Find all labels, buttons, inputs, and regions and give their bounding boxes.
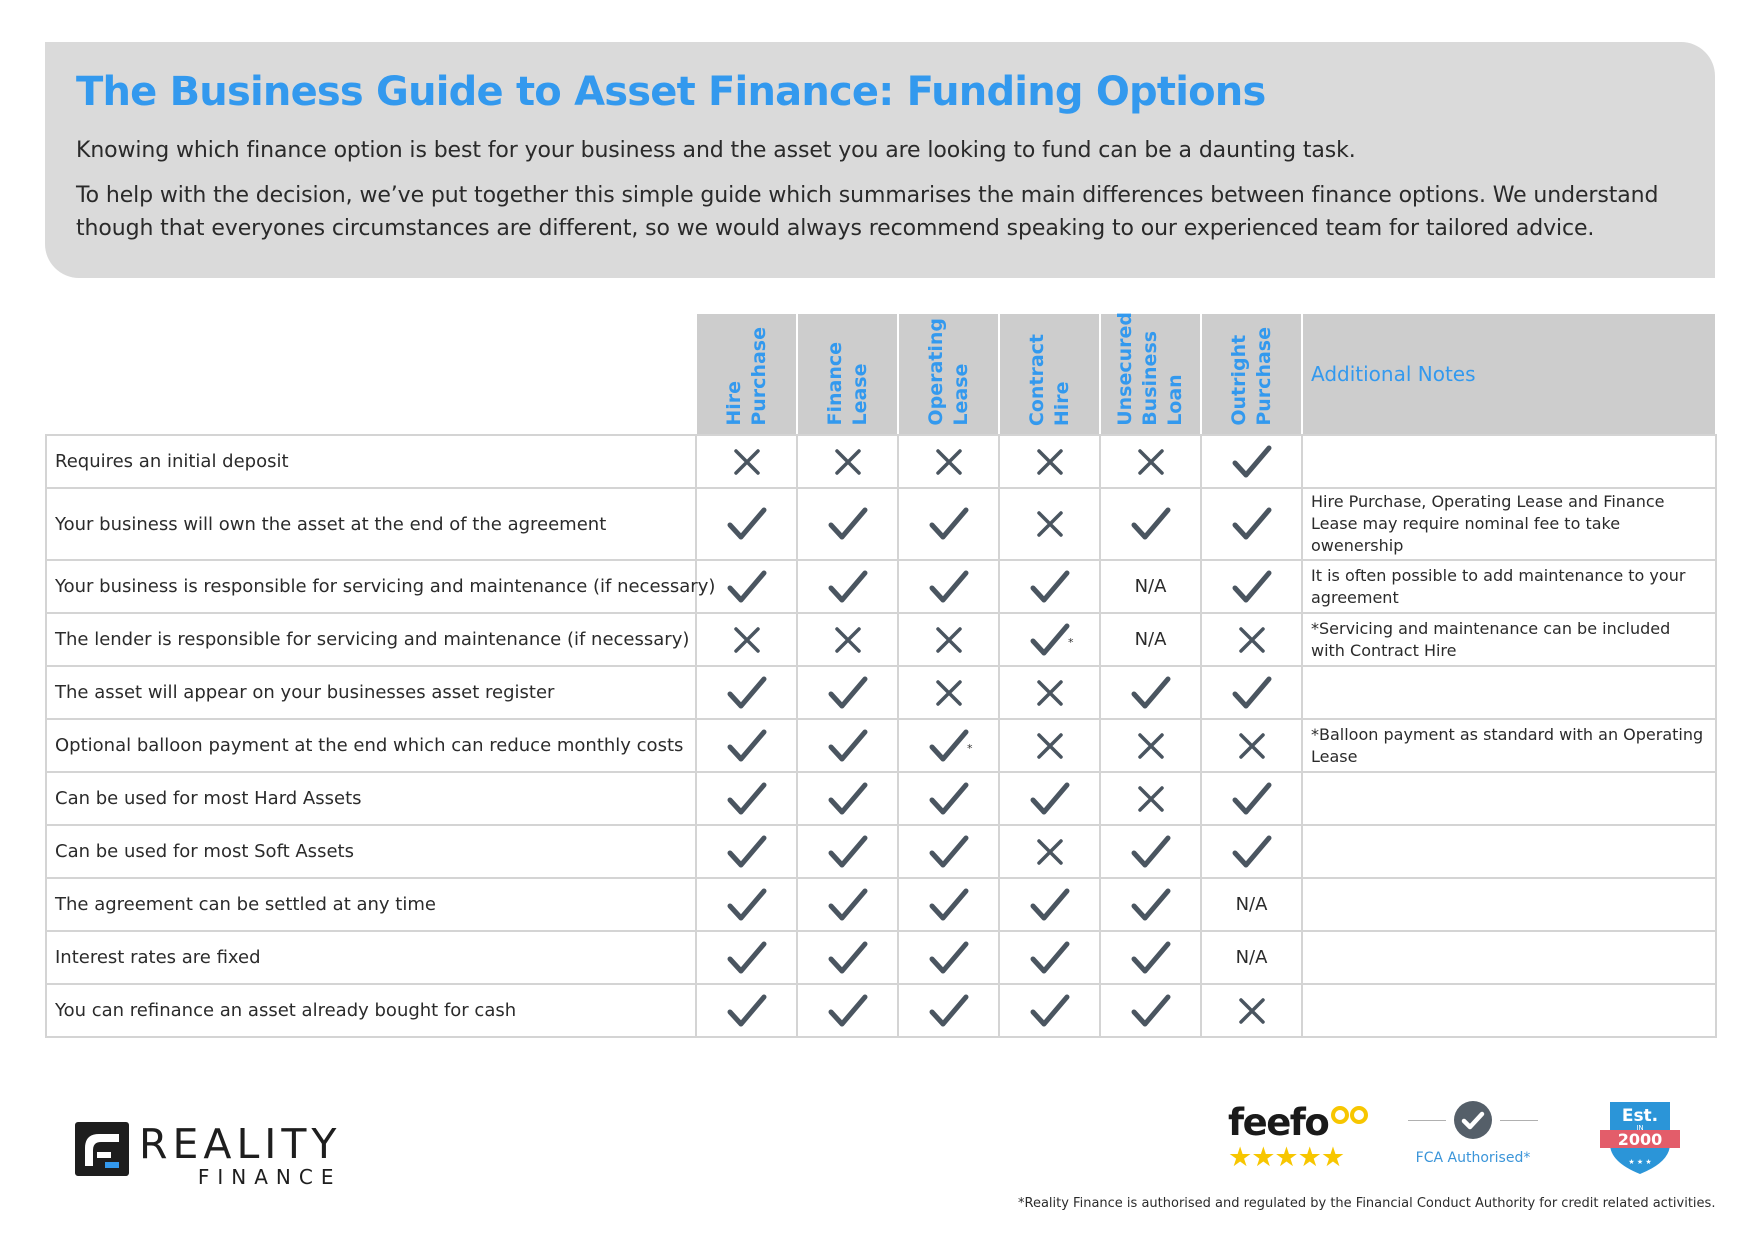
reality-finance-logo <box>75 1122 341 1187</box>
tick-icon <box>1131 888 1171 922</box>
cell-hire-purchase <box>696 560 797 613</box>
table-row <box>46 931 1716 984</box>
established-label: Est. <box>1621 1106 1659 1126</box>
tick-icon <box>1030 994 1070 1028</box>
cell-unsecured-business-loan <box>1100 719 1201 772</box>
established-year: 2000 <box>1617 1130 1663 1149</box>
row-note: *Servicing and maintenance can be included with Contract Hire <box>1302 613 1716 666</box>
not-applicable-text: N/A <box>1235 947 1268 968</box>
cell-operating-lease <box>898 931 999 984</box>
column-header-unsecured-business-loan: Unsecured Business Loan <box>1100 313 1201 435</box>
table-row <box>46 488 1716 560</box>
tick-icon <box>1232 507 1272 541</box>
cell-unsecured-business-loan <box>1100 488 1201 560</box>
cell-finance-lease <box>797 772 898 825</box>
row-label: The lender is responsible for servicing and maintenance (if necessary) <box>46 613 696 666</box>
cross-icon <box>1035 447 1065 477</box>
cell-contract-hire <box>999 666 1100 719</box>
cell-outright-purchase <box>1201 931 1302 984</box>
row-note: *Balloon payment as standard with an Operating Lease <box>1302 719 1716 772</box>
table-row <box>46 825 1716 878</box>
cell-unsecured-business-loan <box>1100 825 1201 878</box>
cross-icon <box>1035 509 1065 539</box>
cell-contract-hire <box>999 825 1100 878</box>
cell-outright-purchase <box>1201 719 1302 772</box>
cell-hire-purchase <box>696 488 797 560</box>
cell-finance-lease <box>797 613 898 666</box>
cross-icon <box>1237 996 1267 1026</box>
cell-operating-lease <box>898 560 999 613</box>
column-header-finance-lease: Finance Lease <box>797 313 898 435</box>
feefo-eyes-icon <box>1330 1105 1370 1125</box>
tick-icon <box>828 729 868 763</box>
cell-hire-purchase <box>696 666 797 719</box>
cell-hire-purchase <box>696 435 797 488</box>
cell-contract-hire <box>999 488 1100 560</box>
cell-unsecured-business-loan <box>1100 613 1201 666</box>
row-note <box>1302 984 1716 1037</box>
table-body <box>46 435 1716 1037</box>
cell-unsecured-business-loan <box>1100 435 1201 488</box>
not-applicable-text: N/A <box>1134 629 1167 650</box>
tick-icon <box>929 782 969 816</box>
cell-unsecured-business-loan <box>1100 666 1201 719</box>
row-label: Interest rates are fixed <box>46 931 696 984</box>
tick-icon <box>727 994 767 1028</box>
cell-finance-lease <box>797 878 898 931</box>
row-note <box>1302 825 1716 878</box>
cell-contract-hire <box>999 435 1100 488</box>
tick-icon <box>1030 570 1070 604</box>
cell-contract-hire <box>999 984 1100 1037</box>
fca-label: FCA Authorised* <box>1415 1150 1531 1166</box>
cross-icon <box>934 625 964 655</box>
cell-outright-purchase <box>1201 772 1302 825</box>
tick-icon <box>1030 623 1070 657</box>
tick-icon <box>727 835 767 869</box>
column-header-hire-purchase: Hire Purchase <box>696 313 797 435</box>
cell-finance-lease <box>797 825 898 878</box>
footnote-marker: * <box>1068 636 1074 649</box>
row-label: The agreement can be settled at any time <box>46 878 696 931</box>
cell-unsecured-business-loan <box>1100 772 1201 825</box>
tick-icon <box>828 888 868 922</box>
intro-panel <box>45 42 1715 278</box>
cell-operating-lease <box>898 435 999 488</box>
tick-icon <box>1131 994 1171 1028</box>
cross-icon <box>1136 447 1166 477</box>
tick-icon <box>727 676 767 710</box>
regulatory-footnote: *Reality Finance is authorised and regulated by the Financial Conduct Authority for credit related activities. <box>1018 1196 1716 1211</box>
cell-operating-lease <box>898 719 999 772</box>
tick-icon <box>1030 782 1070 816</box>
tick-icon <box>828 835 868 869</box>
cross-icon <box>732 447 762 477</box>
table-row <box>46 560 1716 613</box>
comparison-table <box>45 312 1717 1038</box>
tick-icon <box>929 835 969 869</box>
header-blank-cell <box>46 313 696 435</box>
cross-icon <box>934 447 964 477</box>
cross-icon <box>732 625 762 655</box>
cell-operating-lease <box>898 488 999 560</box>
cell-hire-purchase <box>696 613 797 666</box>
cross-icon <box>833 625 863 655</box>
cross-icon <box>934 678 964 708</box>
table-row <box>46 878 1716 931</box>
cell-outright-purchase <box>1201 666 1302 719</box>
cross-icon <box>1237 731 1267 761</box>
svg-text:★ ★ ★: ★ ★ ★ <box>1628 1158 1652 1166</box>
cell-outright-purchase <box>1201 984 1302 1037</box>
row-note <box>1302 772 1716 825</box>
tick-icon <box>929 729 969 763</box>
tick-icon <box>1232 835 1272 869</box>
tick-icon <box>828 507 868 541</box>
row-label: You can refinance an asset already bought for cash <box>46 984 696 1037</box>
cell-finance-lease <box>797 435 898 488</box>
cell-hire-purchase <box>696 931 797 984</box>
cell-unsecured-business-loan <box>1100 931 1201 984</box>
cell-unsecured-business-loan <box>1100 984 1201 1037</box>
page-title: The Business Guide to Asset Finance: Funding Options <box>76 69 1266 115</box>
tick-icon <box>929 994 969 1028</box>
cell-finance-lease <box>797 488 898 560</box>
intro-paragraph-2: To help with the decision, we’ve put together this simple guide which summarises the main differences between finance options. We understand though that everyones circumstances are different, so we would always recommend speaking to our experienced team for tailored advice. <box>76 183 1659 241</box>
feefo-wordmark: feefo <box>1228 1103 1370 1143</box>
brand-subtitle: FINANCE <box>197 1165 342 1189</box>
tick-icon <box>929 507 969 541</box>
row-label: Can be used for most Hard Assets <box>46 772 696 825</box>
cell-contract-hire <box>999 560 1100 613</box>
tick-icon <box>929 941 969 975</box>
table-row <box>46 772 1716 825</box>
fca-check-icon <box>1453 1100 1493 1140</box>
table-row <box>46 435 1716 488</box>
cross-icon <box>1035 837 1065 867</box>
cross-icon <box>1035 731 1065 761</box>
cell-outright-purchase <box>1201 878 1302 931</box>
cell-finance-lease <box>797 560 898 613</box>
cell-operating-lease <box>898 666 999 719</box>
tick-icon <box>1131 676 1171 710</box>
table-row <box>46 666 1716 719</box>
cross-icon <box>1237 625 1267 655</box>
tick-icon <box>727 941 767 975</box>
reality-finance-logo-icon <box>75 1122 129 1176</box>
cell-unsecured-business-loan <box>1100 878 1201 931</box>
row-note <box>1302 435 1716 488</box>
cell-contract-hire <box>999 719 1100 772</box>
cell-outright-purchase <box>1201 560 1302 613</box>
not-applicable-text: N/A <box>1235 894 1268 915</box>
column-header-additional-notes: Additional Notes <box>1302 313 1716 435</box>
tick-icon <box>828 782 868 816</box>
cell-outright-purchase <box>1201 613 1302 666</box>
tick-icon <box>727 570 767 604</box>
tick-icon <box>1131 835 1171 869</box>
cell-contract-hire <box>999 878 1100 931</box>
tick-icon <box>1131 941 1171 975</box>
row-note: It is often possible to add maintenance to your agreement <box>1302 560 1716 613</box>
cell-outright-purchase <box>1201 488 1302 560</box>
tick-icon <box>828 570 868 604</box>
cell-contract-hire <box>999 772 1100 825</box>
cell-hire-purchase <box>696 772 797 825</box>
tick-icon <box>1232 782 1272 816</box>
tick-icon <box>1131 507 1171 541</box>
cell-hire-purchase <box>696 984 797 1037</box>
cross-icon <box>1136 784 1166 814</box>
cell-unsecured-business-loan <box>1100 560 1201 613</box>
table-header-row <box>46 313 1716 435</box>
established-in-label: IN <box>1636 1124 1644 1132</box>
feefo-rating-stars: ★★★★★ <box>1228 1142 1345 1173</box>
tick-icon <box>727 888 767 922</box>
cell-operating-lease <box>898 772 999 825</box>
row-label: Can be used for most Soft Assets <box>46 825 696 878</box>
tick-icon <box>1030 888 1070 922</box>
row-label: Requires an initial deposit <box>46 435 696 488</box>
row-label: Optional balloon payment at the end which can reduce monthly costs <box>46 719 696 772</box>
cell-finance-lease <box>797 666 898 719</box>
tick-icon <box>828 941 868 975</box>
tick-icon <box>1232 445 1272 479</box>
column-header-outright-purchase: Outright Purchase <box>1201 313 1302 435</box>
row-note <box>1302 878 1716 931</box>
row-label: Your business will own the asset at the end of the agreement <box>46 488 696 560</box>
row-note <box>1302 666 1716 719</box>
tick-icon <box>727 729 767 763</box>
tick-icon <box>727 782 767 816</box>
cell-contract-hire <box>999 931 1100 984</box>
cell-operating-lease <box>898 825 999 878</box>
table-row <box>46 613 1716 666</box>
table-row <box>46 719 1716 772</box>
intro-paragraph-1: Knowing which finance option is best for your business and the asset you are looking to fund can be a daunting task. <box>76 138 1356 163</box>
footnote-marker: * <box>967 742 973 755</box>
table-row <box>46 984 1716 1037</box>
row-note: Hire Purchase, Operating Lease and Finance Lease may require nominal fee to take owenership <box>1302 488 1716 560</box>
column-header-contract-hire: Contract Hire <box>999 313 1100 435</box>
established-badge <box>1598 1094 1682 1182</box>
cell-finance-lease <box>797 719 898 772</box>
cross-icon <box>833 447 863 477</box>
cell-finance-lease <box>797 984 898 1037</box>
cell-outright-purchase <box>1201 825 1302 878</box>
row-label: The asset will appear on your businesses asset register <box>46 666 696 719</box>
cell-hire-purchase <box>696 825 797 878</box>
cross-icon <box>1136 731 1166 761</box>
tick-icon <box>929 888 969 922</box>
cell-hire-purchase <box>696 719 797 772</box>
cell-operating-lease <box>898 613 999 666</box>
established-shield-icon <box>1598 1094 1682 1178</box>
tick-icon <box>1232 570 1272 604</box>
tick-icon <box>727 507 767 541</box>
cell-operating-lease <box>898 878 999 931</box>
cell-contract-hire <box>999 613 1100 666</box>
cell-operating-lease <box>898 984 999 1037</box>
tick-icon <box>1030 941 1070 975</box>
row-label: Your business is responsible for servicing and maintenance (if necessary) <box>46 560 696 613</box>
not-applicable-text: N/A <box>1134 576 1167 597</box>
brand-name: REALITY <box>139 1120 342 1168</box>
row-note <box>1302 931 1716 984</box>
cross-icon <box>1035 678 1065 708</box>
feefo-badge <box>1228 1103 1370 1173</box>
cell-finance-lease <box>797 931 898 984</box>
tick-icon <box>929 570 969 604</box>
cell-hire-purchase <box>696 878 797 931</box>
tick-icon <box>828 676 868 710</box>
cell-outright-purchase <box>1201 435 1302 488</box>
column-header-operating-lease: Operating Lease <box>898 313 999 435</box>
tick-icon <box>828 994 868 1028</box>
fca-badge <box>1408 1100 1538 1166</box>
tick-icon <box>1232 676 1272 710</box>
